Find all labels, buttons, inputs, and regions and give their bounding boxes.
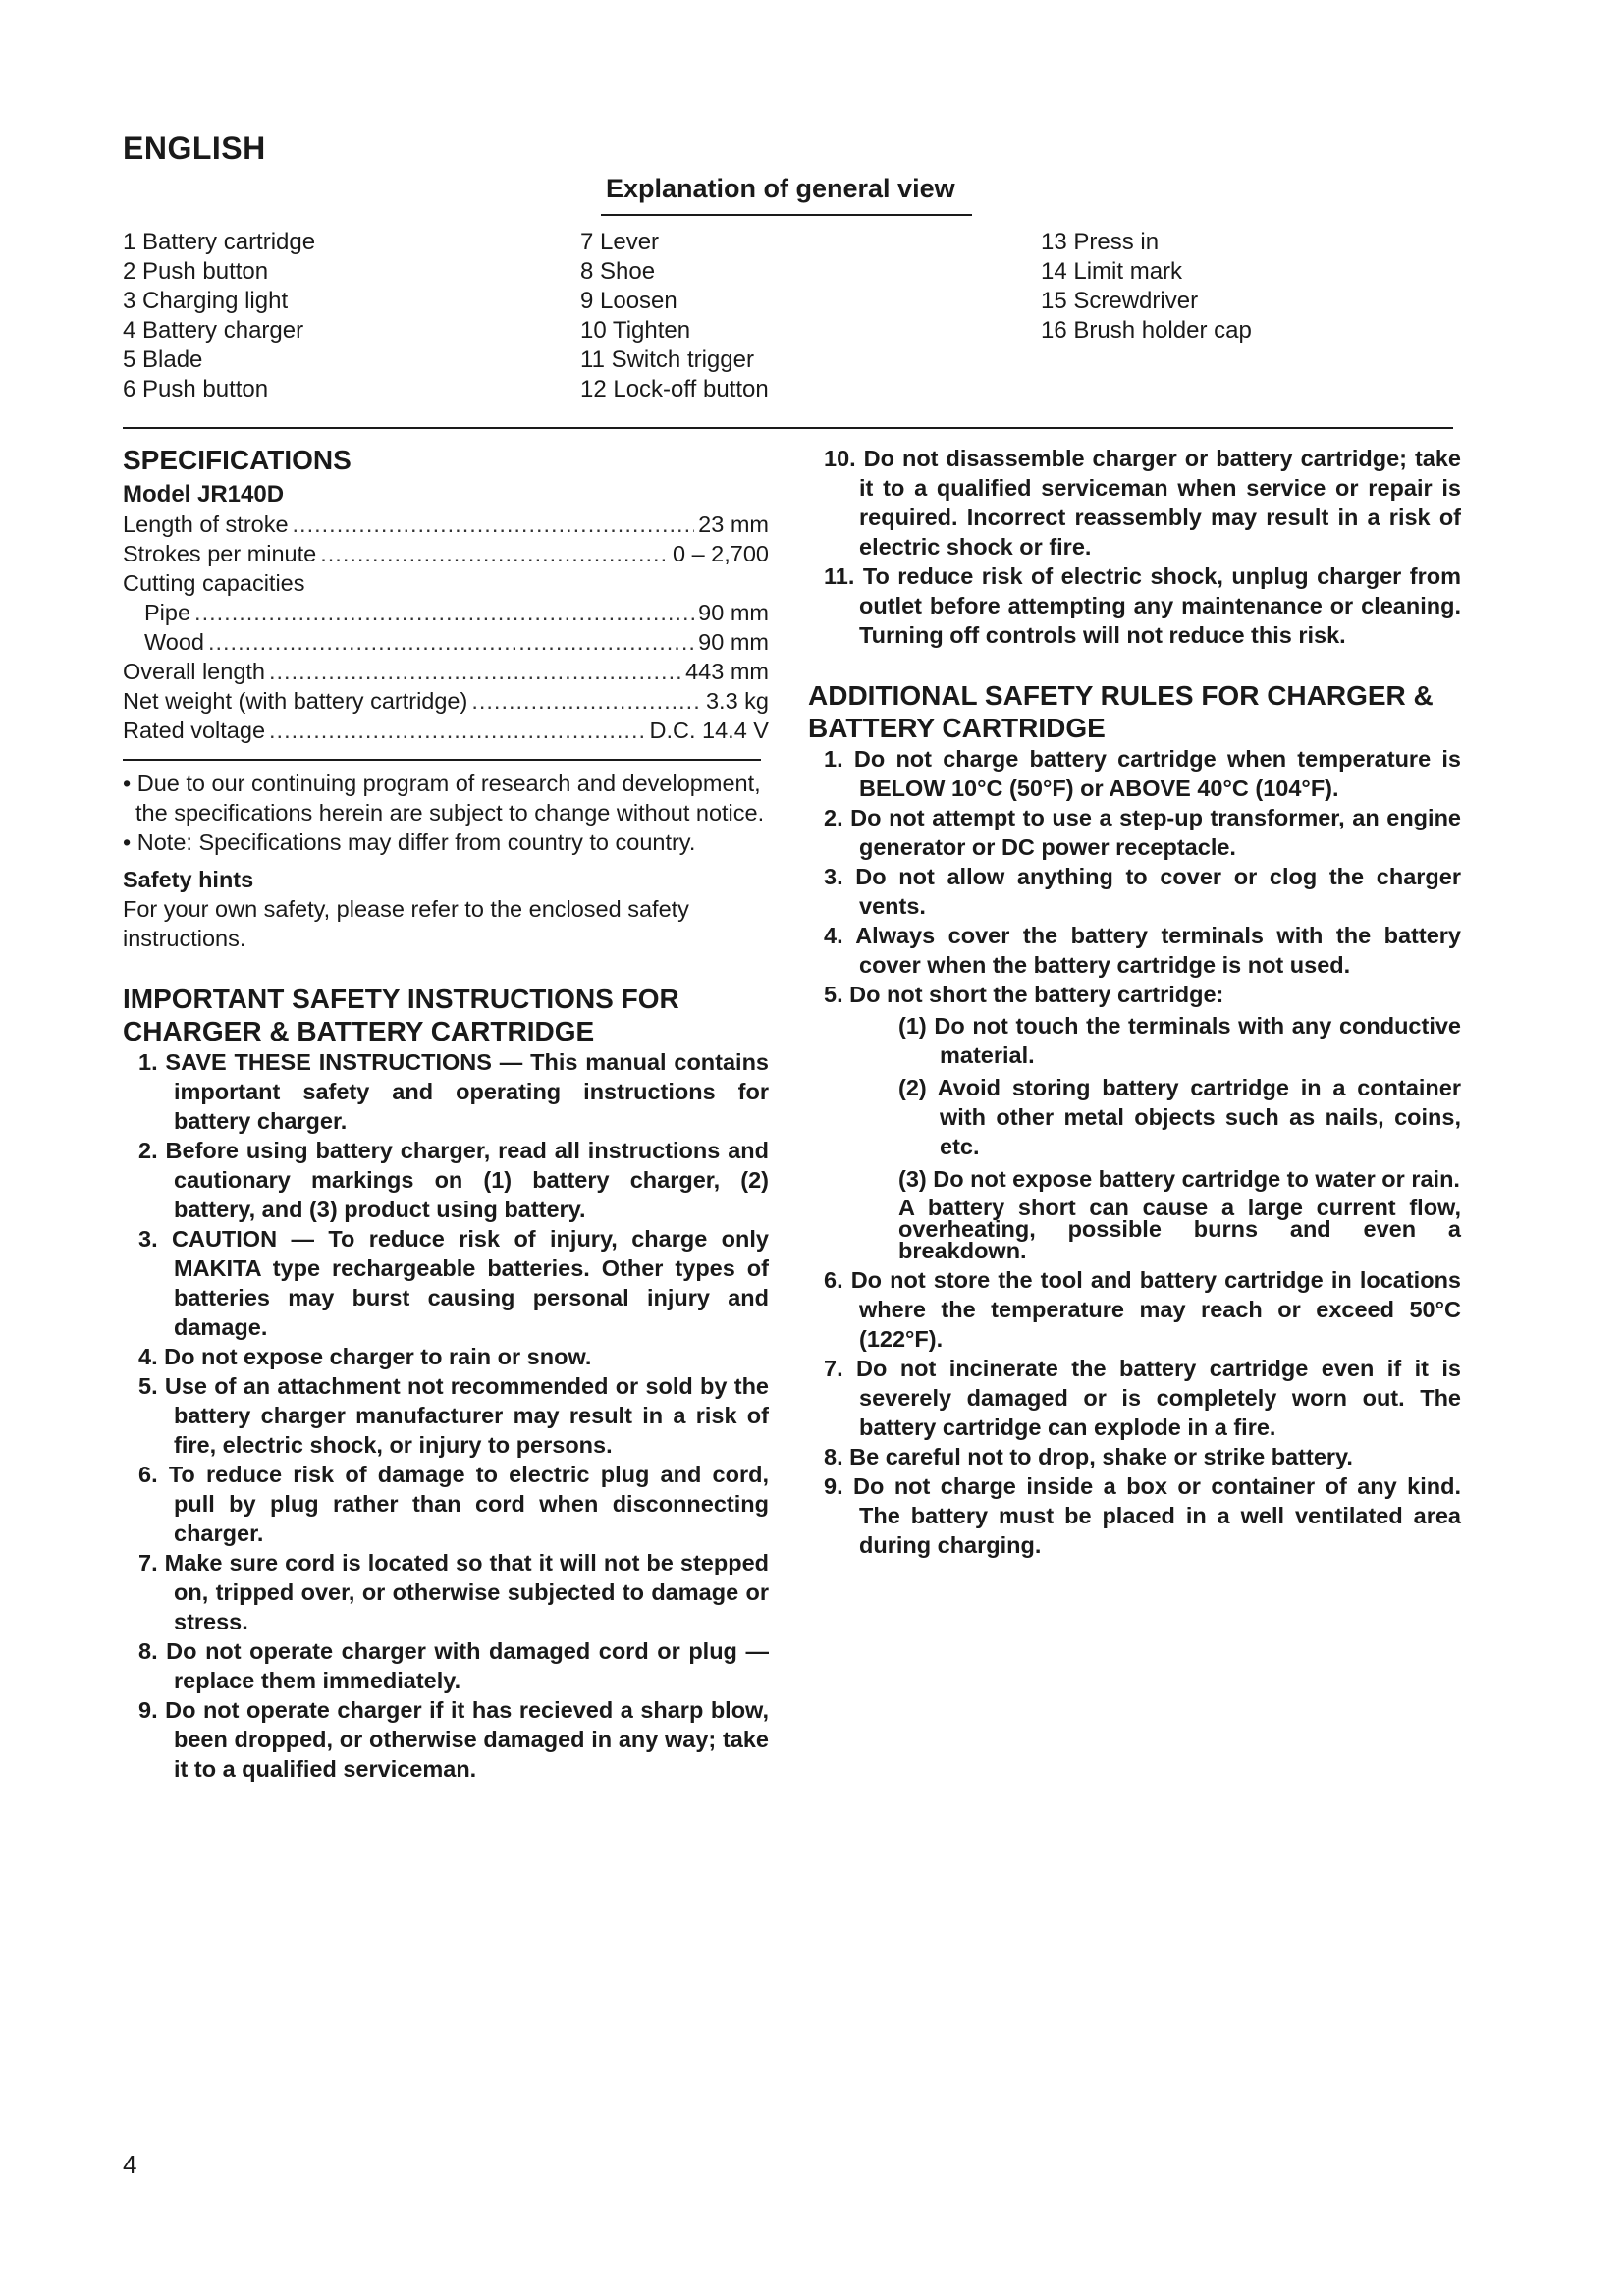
legend-item: 9 Loosen: [580, 288, 677, 314]
spec-value: 90 mm: [698, 600, 769, 625]
important-heading: IMPORTANT SAFETY INSTRUCTIONS FOR CHARGER & BATTERY CARTRIDGE: [123, 984, 679, 1046]
page-number: 4: [123, 2150, 137, 2179]
list-item: 8. Do not operate charger with damaged cord or plug — replace them immediately.: [138, 1638, 769, 1693]
important-list-continued: [808, 444, 1461, 650]
list-item: 6. Do not store the tool and battery cartridge in locations where the temperature may reach or exceed 50°C (122°F).: [824, 1267, 1461, 1352]
legend-item: 4 Battery charger: [123, 317, 304, 344]
spec-value: D.C. 14.4 V: [649, 718, 769, 743]
subitems: [859, 1011, 1461, 1261]
list-item-lead: 5. Do not short the battery cartridge:: [824, 982, 1224, 1007]
legend-item: 6 Push button: [123, 376, 269, 402]
section-divider: [123, 427, 1453, 429]
legend-item: 5 Blade: [123, 347, 203, 373]
list-item: 4. Do not expose charger to rain or snow.: [138, 1344, 592, 1369]
title-underline: [601, 214, 972, 216]
spec-divider: [123, 759, 761, 761]
legend-item: 16 Brush holder cap: [1041, 317, 1252, 344]
spec-note: • Due to our continuing program of research and development, the specifications herein are subject to change without notice.: [123, 771, 765, 826]
legend-item: 8 Shoe: [580, 258, 656, 285]
legend-column-3: [1041, 228, 1252, 346]
legend-item: 3 Charging light: [123, 288, 289, 314]
model-name: Model JR140D: [123, 481, 285, 507]
list-item: 1. Do not charge battery cartridge when temperature is BELOW 10°C (50°F) or ABOVE 40°C (104°F).: [824, 746, 1461, 801]
spec-value: 443 mm: [685, 659, 769, 684]
spec-label: Overall length: [123, 659, 265, 684]
safety-hints-title: Safety hints: [123, 867, 254, 892]
legend-column-1: [123, 228, 315, 404]
legend-item: 1 Battery cartridge: [123, 229, 316, 255]
legend-item: 12 Lock-off button: [580, 376, 769, 402]
spec-row: [123, 539, 769, 568]
legend-item: 2 Push button: [123, 258, 269, 285]
spec-label: Net weight (with battery cartridge): [123, 688, 468, 714]
list-item: 2. Before using battery charger, read all instructions and cautionary markings on (1) battery charger, (2) battery, and (3) product using battery.: [138, 1138, 769, 1222]
list-item: 6. To reduce risk of damage to electric plug and cord, pull by plug rather than cord when disconnecting charger.: [138, 1462, 769, 1546]
sub-item: (3) Do not expose battery cartridge to water or rain.: [898, 1166, 1460, 1192]
list-item: 9. Do not charge inside a box or container of any kind. The battery must be placed in a well ventilated area during charging.: [824, 1473, 1461, 1558]
list-item: 9. Do not operate charger if it has recieved a sharp blow, been dropped, or otherwise damaged in any way; take it to a qualified serviceman.: [138, 1697, 769, 1782]
spec-row: [123, 686, 769, 716]
spec-value: 23 mm: [698, 511, 769, 537]
legend-item: 15 Screwdriver: [1041, 288, 1199, 314]
sub-item: (1) Do not touch the terminals with any conductive material.: [898, 1013, 1461, 1068]
spec-row: [123, 598, 769, 627]
list-item: 2. Do not attempt to use a step-up transformer, an engine generator or DC power receptacle.: [824, 805, 1461, 860]
list-item: 7. Do not incinerate the battery cartridge even if it is severely damaged or is completely worn out. The battery cartridge can explode in a fire.: [824, 1356, 1461, 1440]
important-list: [123, 1047, 769, 1784]
left-column: [123, 444, 769, 1784]
spec-label: Rated voltage: [123, 718, 266, 743]
spec-row: [123, 716, 769, 745]
list-item: 8. Be careful not to drop, shake or strike battery.: [824, 1444, 1353, 1469]
sub-item: (2) Avoid storing battery cartridge in a container with other metal objects such as nails, coins, etc.: [898, 1075, 1461, 1159]
additional-list: [808, 744, 1461, 1560]
legend-item: 7 Lever: [580, 229, 660, 255]
list-item: 3. Do not allow anything to cover or clog the charger vents.: [824, 864, 1461, 919]
spec-label: Length of stroke: [123, 511, 289, 537]
list-item: 3. CAUTION — To reduce risk of injury, charge only MAKITA type rechargeable batteries. Other types of batteries may burst causing personal injury and damage.: [138, 1226, 769, 1340]
list-item: 11. To reduce risk of electric shock, unplug charger from outlet before attempting any maintenance or cleaning. Turning off controls will not reduce this risk.: [824, 563, 1461, 648]
short-note: A battery short can cause a large current flow, overheating, possible burns and even a breakdown.: [898, 1195, 1461, 1263]
general-view-title: Explanation of general view: [606, 174, 955, 203]
list-item-with-subitems: [808, 980, 1461, 1261]
language-heading: ENGLISH: [123, 131, 266, 166]
list-item: 10. Do not disassemble charger or battery cartridge; take it to a qualified serviceman when service or repair is required. Incorrect reassembly may result in a risk of electric shock or fire.: [824, 446, 1461, 560]
list-item: 7. Make sure cord is located so that it will not be stepped on, tripped over, or otherwise subjected to damage or stress.: [138, 1550, 769, 1634]
list-item: 4. Always cover the battery terminals with the battery cover when the battery cartridge is not used.: [824, 923, 1461, 978]
safety-hints-text: For your own safety, please refer to the enclosed safety instructions.: [123, 896, 689, 951]
spec-value: 90 mm: [698, 629, 769, 655]
spec-row: [123, 657, 769, 686]
spec-value: 0 – 2,700: [672, 541, 769, 566]
additional-heading: ADDITIONAL SAFETY RULES FOR CHARGER & BATTERY CARTRIDGE: [808, 680, 1434, 743]
legend-column-2: [580, 228, 769, 404]
legend-item: 13 Press in: [1041, 229, 1160, 255]
list-item: 5. Use of an attachment not recommended or sold by the battery charger manufacturer may result in a risk of fire, electric shock, or injury to persons.: [138, 1373, 769, 1458]
spec-row: [123, 627, 769, 657]
legend-item: 11 Switch trigger: [580, 347, 754, 373]
specifications-heading: SPECIFICATIONS: [123, 445, 352, 475]
spec-value: 3.3 kg: [705, 688, 769, 714]
spec-label: Cutting capacities: [123, 570, 305, 596]
legend-item: 14 Limit mark: [1041, 258, 1183, 285]
right-column: [808, 444, 1461, 1560]
spec-label: Pipe: [144, 600, 191, 625]
spec-row: [123, 509, 769, 539]
spec-label: Strokes per minute: [123, 541, 317, 566]
legend-item: 10 Tighten: [580, 317, 691, 344]
list-item: 1. SAVE THESE INSTRUCTIONS — This manual contains important safety and operating instructions for battery charger.: [138, 1049, 769, 1134]
spec-note: • Note: Specifications may differ from country to country.: [123, 829, 696, 855]
spec-label: Wood: [144, 629, 204, 655]
